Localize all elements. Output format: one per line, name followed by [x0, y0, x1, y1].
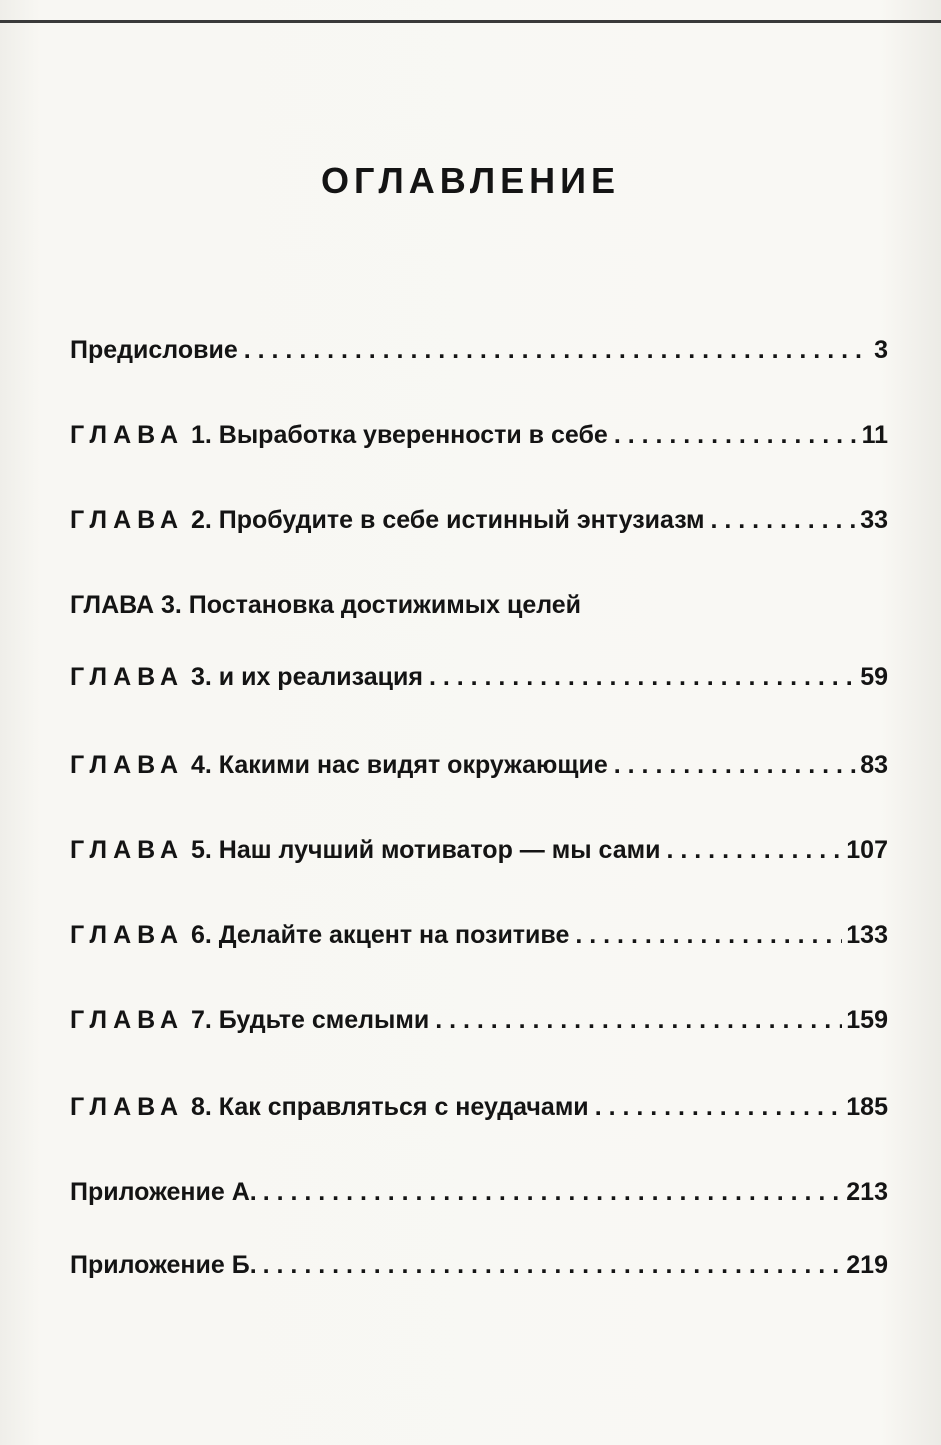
toc-label: Приложение Б. — [70, 1251, 257, 1279]
chapter-title: Постановка достижимых целей — [188, 591, 582, 619]
dot-leader — [263, 1251, 843, 1280]
toc-page-number: 213 — [846, 1178, 888, 1206]
chapter-prefix: ГЛАВА — [70, 1093, 185, 1121]
toc-entry-chapter-8[interactable] — [70, 1093, 888, 1133]
page-title: ОГЛАВЛЕНИЕ — [320, 160, 621, 201]
chapter-title-continued: и их реализация — [218, 663, 423, 691]
chapter-title: Выработка уверенности в себе — [218, 421, 608, 449]
chapter-title: Как справляться с неудачами — [218, 1093, 589, 1121]
chapter-prefix: ГЛАВА — [70, 421, 185, 449]
dot-leader — [614, 421, 858, 450]
toc-page-number: 59 — [860, 663, 888, 691]
toc-label — [70, 506, 705, 535]
chapter-title: Наш лучший мотиватор — мы сами — [218, 836, 661, 864]
toc-entry-chapter-5[interactable] — [70, 836, 888, 876]
chapter-number: 3. — [160, 591, 182, 619]
chapter-number: 1. — [190, 421, 212, 449]
dot-leader — [595, 1093, 843, 1122]
dot-leader — [429, 663, 856, 692]
toc-entry-appendix-b[interactable] — [70, 1251, 888, 1291]
toc-page-number: 83 — [860, 751, 888, 779]
chapter-prefix: ГЛАВА — [70, 591, 155, 619]
chapter-title: Делайте акцент на позитиве — [218, 921, 570, 949]
toc-label — [70, 1093, 589, 1122]
toc-label — [70, 751, 608, 780]
chapter-prefix: ГЛАВА — [70, 751, 185, 779]
chapter-prefix: ГЛАВА — [70, 1006, 185, 1034]
dot-leader — [667, 836, 843, 865]
chapter-prefix: ГЛАВА — [70, 506, 185, 534]
toc-page-number: 185 — [846, 1093, 888, 1121]
toc-label — [70, 1006, 429, 1035]
dot-leader — [711, 506, 857, 535]
chapter-number: 2. — [190, 506, 212, 534]
chapter-prefix: ГЛАВА — [70, 836, 185, 864]
chapter-number: 4. — [190, 751, 212, 779]
chapter-title: Пробудите в себе истинный энтузиазм — [218, 506, 705, 534]
toc-label — [70, 421, 608, 450]
toc-page-number: 33 — [860, 506, 888, 534]
dot-leader — [263, 1178, 843, 1207]
toc-page-number: 3 — [874, 336, 888, 364]
dot-leader — [244, 336, 870, 365]
toc-page-number: 107 — [846, 836, 888, 864]
toc-page-number: 11 — [861, 421, 888, 449]
top-rule — [0, 20, 941, 23]
chapter-number: 7. — [190, 1006, 212, 1034]
toc-entry-chapter-3-line-2[interactable] — [70, 663, 888, 703]
chapter-title: Будьте смелыми — [218, 1006, 430, 1034]
toc-label: Приложение А. — [70, 1178, 257, 1206]
toc-page-number: 219 — [846, 1251, 888, 1279]
toc-label — [70, 836, 661, 865]
toc-entry-chapter-7[interactable] — [70, 1006, 888, 1046]
dot-leader — [435, 1006, 842, 1035]
dot-leader — [614, 751, 856, 780]
toc-label: ГЛАВА 3. и их реализация — [70, 663, 423, 691]
toc-entry-chapter-2[interactable] — [70, 506, 888, 546]
chapter-title: Какими нас видят окружающие — [218, 751, 608, 779]
toc-entry-preface[interactable] — [70, 336, 888, 376]
toc-page-number: 159 — [846, 1006, 888, 1034]
toc-entry-chapter-6[interactable] — [70, 921, 888, 961]
toc-entry-chapter-3-line-1[interactable] — [70, 591, 888, 631]
toc-entry-appendix-a[interactable] — [70, 1178, 888, 1218]
chapter-number: 5. — [190, 836, 212, 864]
toc-entry-chapter-1[interactable] — [70, 421, 888, 461]
toc-page-number: 133 — [846, 921, 888, 949]
toc-label — [70, 921, 569, 950]
chapter-number: 8. — [190, 1093, 212, 1121]
toc-label: Предисловие — [70, 336, 238, 364]
chapter-number: 6. — [190, 921, 212, 949]
chapter-prefix: ГЛАВА — [70, 921, 185, 949]
toc-entry-chapter-4[interactable] — [70, 751, 888, 791]
dot-leader — [575, 921, 842, 950]
